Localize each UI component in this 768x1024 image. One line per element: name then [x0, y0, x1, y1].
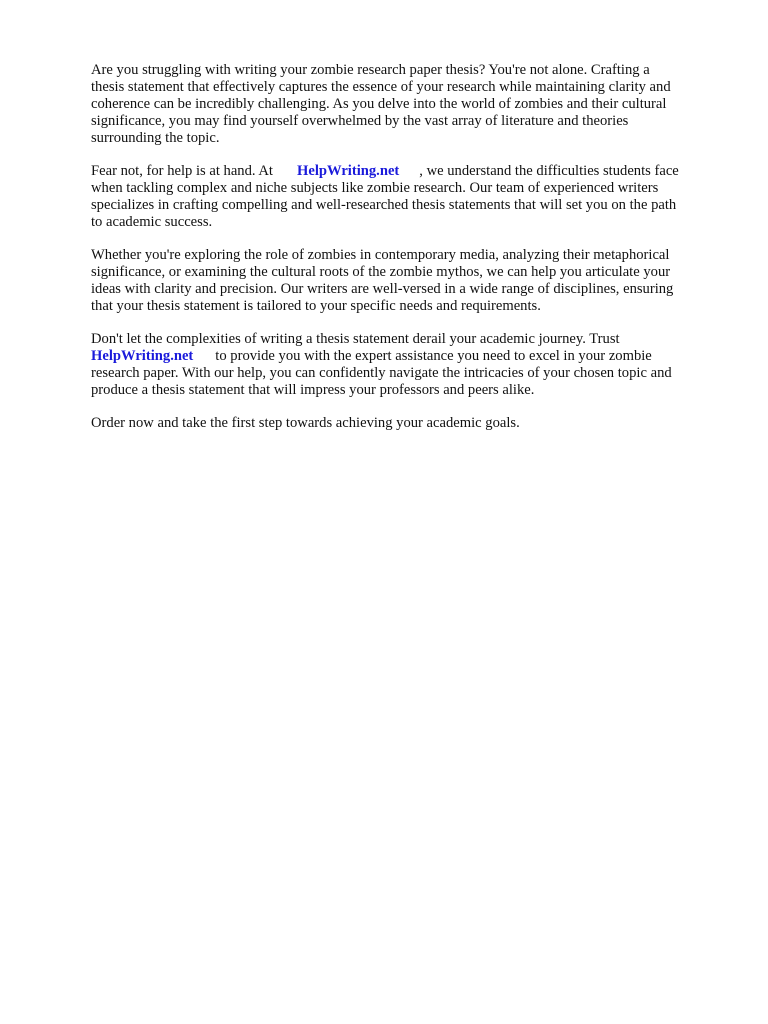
text-line: specializes in crafting compelling and well-researched thesis statements that will set you on the path [91, 197, 677, 213]
text-segment: Fear not, for help is at hand. At [91, 163, 273, 179]
text-line: when tackling complex and niche subjects like zombie research. Our team of experienced writers [91, 180, 659, 196]
text-line: produce a thesis statement that will impress your professors and peers alike. [91, 382, 535, 398]
helpwriting-link[interactable]: HelpWriting.net [296, 163, 400, 179]
paragraph-topics [91, 247, 721, 315]
text-line [91, 163, 721, 180]
helpwriting-link[interactable]: HelpWriting.net [91, 348, 194, 364]
text-line: significance, you may find yourself overwhelmed by the vast array of literature and theories [91, 113, 629, 129]
text-segment: to provide you with the expert assistance you need to excel in your zombie [215, 348, 652, 364]
text-line: that your thesis statement is tailored to your specific needs and requirements. [91, 298, 541, 314]
paragraph-trust [91, 331, 721, 399]
text-line: surrounding the topic. [91, 130, 220, 146]
text-line: research paper. With our help, you can confidently navigate the intricacies of your chosen topic and [91, 365, 672, 381]
text-line: Order now and take the first step towards achieving your academic goals. [91, 415, 520, 431]
text-line: Whether you're exploring the role of zombies in contemporary media, analyzing their metaphorical [91, 247, 670, 263]
paragraph-intro [91, 62, 721, 147]
text-line: Are you struggling with writing your zombie research paper thesis? You're not alone. Crafting a [91, 62, 650, 78]
text-line: to academic success. [91, 214, 213, 230]
text-segment: , we understand the difficulties students face [419, 163, 679, 179]
document-body [91, 62, 721, 448]
text-line: significance, or examining the cultural roots of the zombie mythos, we can help you articulate your [91, 264, 671, 280]
text-line [91, 348, 721, 365]
paragraph-cta [91, 415, 721, 432]
text-line: thesis statement that effectively captures the essence of your research while maintaining clarity and [91, 79, 671, 95]
text-line: ideas with clarity and precision. Our writers are well-versed in a wide range of disciplines, ensuring [91, 281, 674, 297]
text-line: Don't let the complexities of writing a thesis statement derail your academic journey. Trust [91, 331, 620, 347]
text-line: coherence can be incredibly challenging. As you delve into the world of zombies and their cultural [91, 96, 667, 112]
paragraph-help [91, 163, 721, 231]
